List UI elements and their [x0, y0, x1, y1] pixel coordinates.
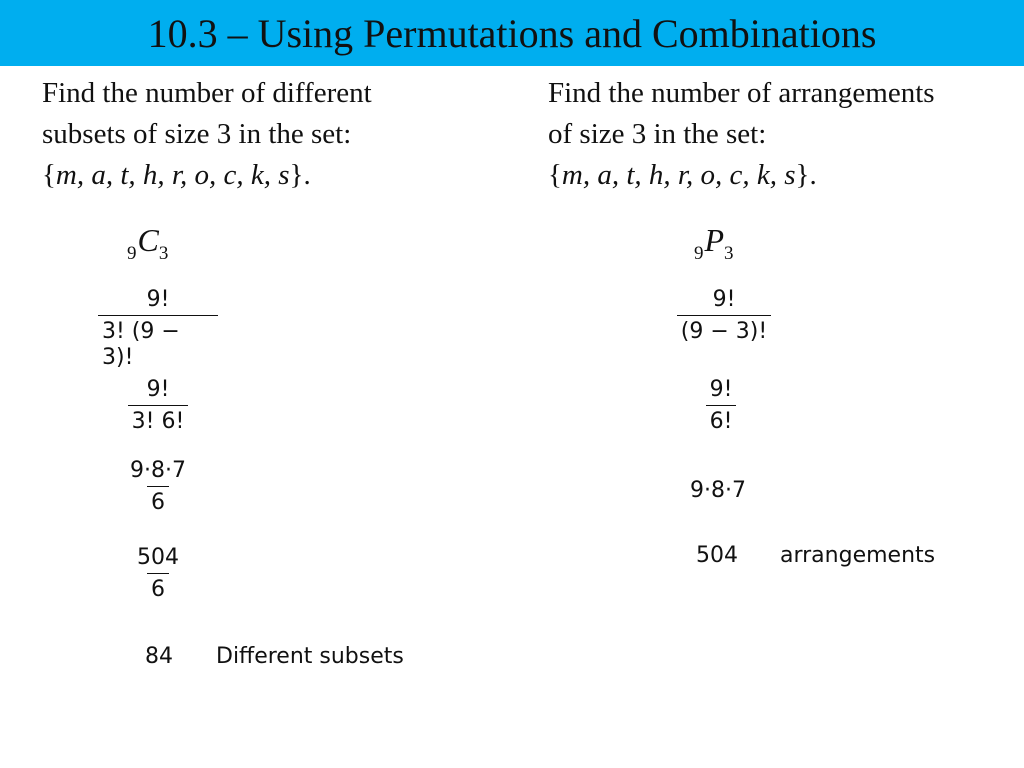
left-answer-value: 84 [145, 644, 173, 669]
notation-n: 9 [694, 243, 704, 264]
denominator: 3! 6! [128, 405, 189, 435]
left-step-1 [98, 287, 218, 371]
combination-notation [127, 222, 168, 265]
right-prompt-set [548, 155, 935, 196]
slide-title: 10.3 – Using Permutations and Combinations [147, 11, 877, 56]
right-prompt [548, 73, 935, 196]
left-answer-label: Different subsets [216, 644, 404, 669]
set-open-brace: { [548, 159, 562, 191]
right-step-3: 9·8·7 [690, 478, 746, 503]
denominator: (9 − 3)! [677, 315, 771, 345]
fraction [706, 377, 737, 435]
notation-symbol: P [704, 222, 725, 258]
right-prompt-line2: of size 3 in the set: [548, 118, 767, 150]
left-step-4 [98, 545, 218, 603]
right-step-1 [664, 287, 784, 345]
notation-r: 3 [158, 243, 169, 264]
fraction [677, 287, 771, 345]
denominator: 6! [706, 405, 737, 435]
left-prompt [42, 73, 372, 196]
set-elements: m, a, t, h, r, o, c, k, s [561, 159, 796, 191]
denominator: 3! (9 − 3)! [98, 315, 218, 371]
denominator: 6 [147, 486, 169, 516]
fraction [98, 287, 218, 371]
numerator: 504 [137, 545, 179, 570]
left-prompt-set [42, 155, 372, 196]
numerator: 9! [709, 377, 733, 402]
set-open-brace: { [42, 159, 56, 191]
permutation-notation [694, 222, 734, 265]
numerator: 9! [146, 287, 170, 312]
numerator: 9! [712, 287, 736, 312]
notation-r: 3 [724, 243, 734, 264]
right-step-2 [661, 377, 781, 435]
right-answer-label: arrangements [780, 543, 936, 568]
denominator: 6 [147, 573, 169, 603]
numerator: 9! [146, 377, 170, 402]
left-step-3 [98, 458, 218, 516]
left-prompt-line2: subsets of size 3 in the set: [42, 118, 352, 150]
notation-n: 9 [127, 243, 137, 264]
left-step-2 [98, 377, 218, 435]
right-answer-value: 504 [696, 543, 738, 568]
right-prompt-line1: Find the number of arrangements [548, 77, 935, 109]
set-close-brace: }. [289, 159, 311, 191]
fraction [133, 545, 183, 603]
left-prompt-line1: Find the number of different [42, 77, 372, 109]
numerator: 9·8·7 [130, 458, 186, 483]
fraction [126, 458, 190, 516]
notation-symbol: C [137, 222, 159, 258]
fraction [128, 377, 189, 435]
set-close-brace: }. [795, 159, 817, 191]
set-elements: m, a, t, h, r, o, c, k, s [55, 159, 290, 191]
